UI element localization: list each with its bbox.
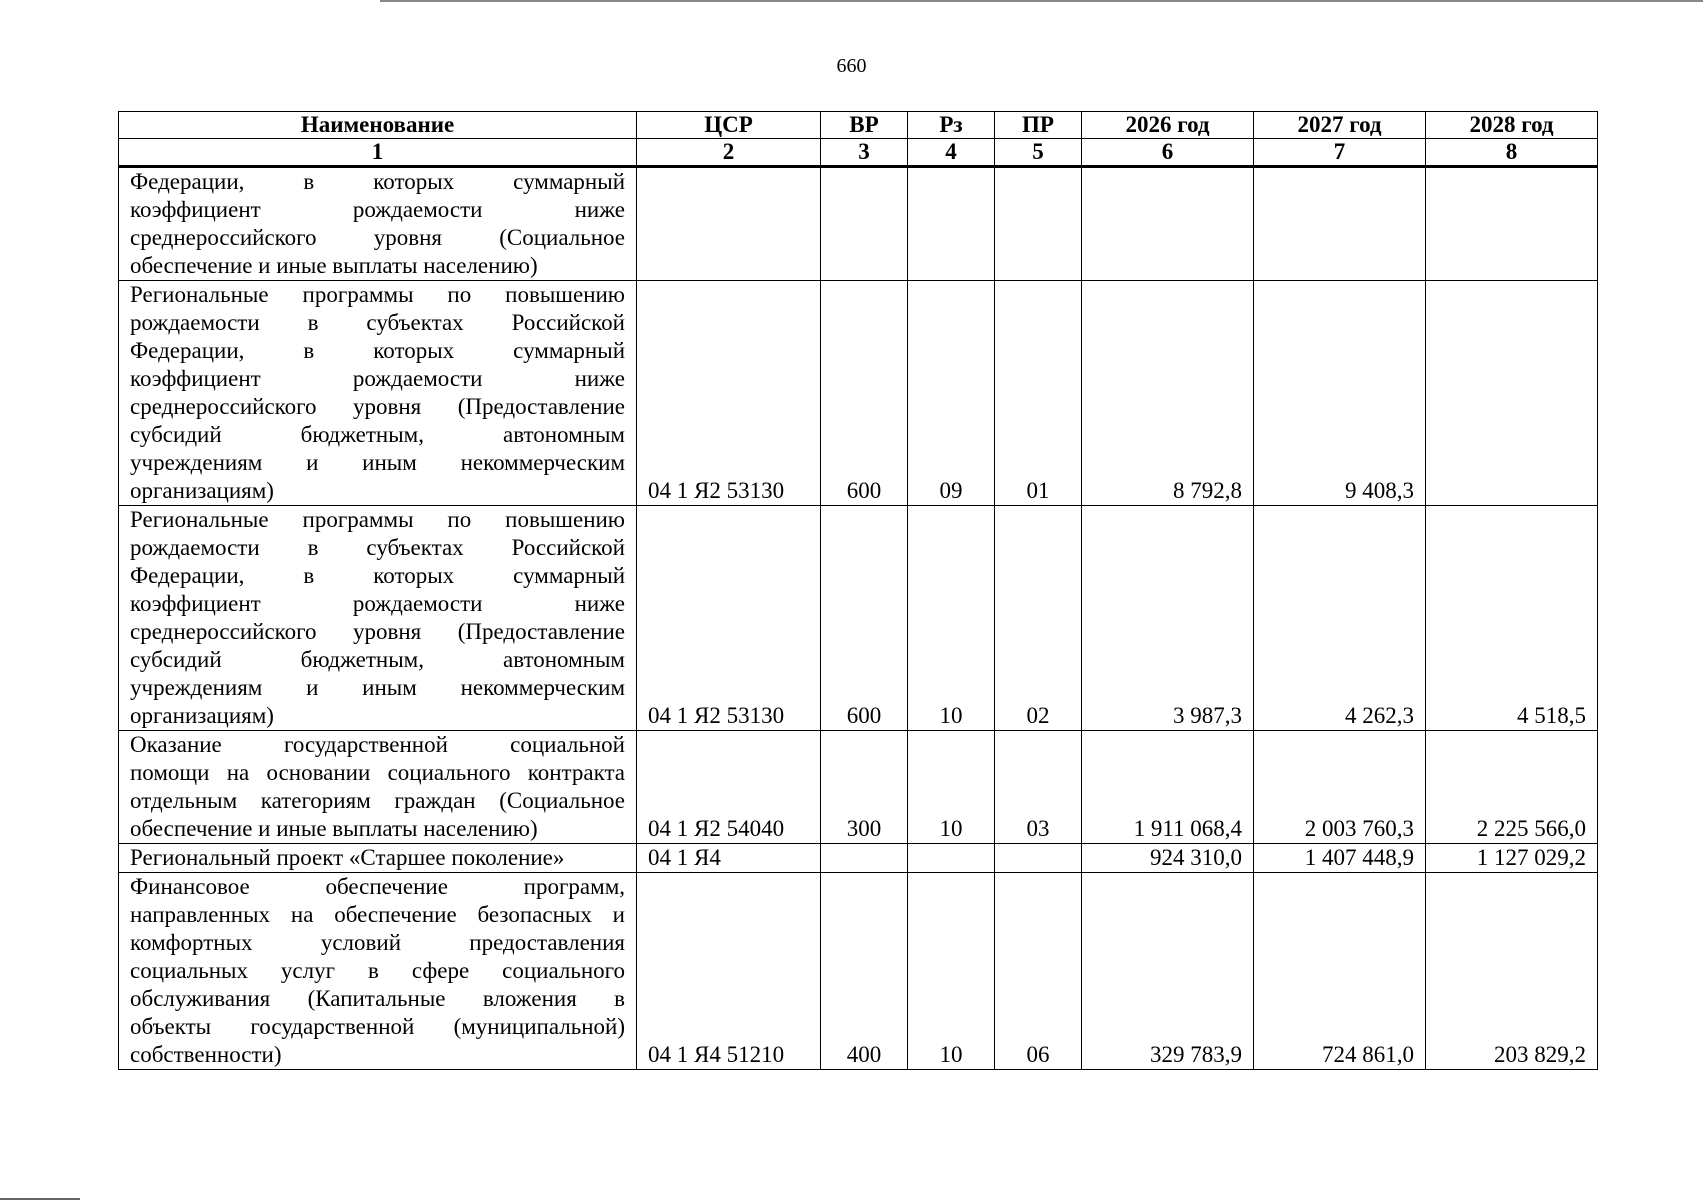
name-line: Региональные программы по повышению — [130, 282, 625, 307]
name-line: среднероссийского уровня (Предоставление — [130, 619, 625, 644]
table-body — [119, 167, 1598, 1070]
amount-2027-cell — [1254, 167, 1426, 281]
name-line: рождаемости в субъектах Российской — [130, 310, 625, 335]
name-line: Региональный проект «Старшее поколение» — [130, 845, 565, 870]
vr-cell: 600 — [821, 281, 908, 506]
name-line: помощи на основании социального контракта — [130, 760, 625, 785]
amount-2027-cell: 4 262,3 — [1254, 506, 1426, 731]
vr-cell — [821, 167, 908, 281]
budget-table — [118, 111, 1598, 1070]
csr-cell — [637, 167, 821, 281]
name-line: Региональные программы по повышению — [130, 507, 625, 532]
name-line: учреждениям и иным некоммерческим — [130, 675, 625, 700]
csr-cell: 04 1 Я2 53130 — [637, 506, 821, 731]
rz-cell: 09 — [908, 281, 995, 506]
rz-cell — [908, 844, 995, 873]
name-cell — [119, 506, 637, 731]
name-line: коэффициент рождаемости ниже — [130, 591, 625, 616]
pr-cell: 03 — [995, 731, 1082, 844]
table-row — [119, 281, 1598, 506]
name-cell — [119, 731, 637, 844]
name-line: среднероссийского уровня (Социальное — [130, 225, 625, 250]
name-line: объекты государственной (муниципальной) — [130, 1014, 625, 1039]
name-line: субсидий бюджетным, автономным — [130, 422, 625, 447]
rz-cell: 10 — [908, 731, 995, 844]
column-number: 8 — [1426, 139, 1598, 167]
name-line: учреждениям и иным некоммерческим — [130, 450, 625, 475]
name-line: обеспечение и иные выплаты населению) — [130, 816, 538, 841]
header-2028: 2028 год — [1426, 112, 1598, 139]
page-number: 660 — [836, 55, 867, 77]
amount-2028-cell: 1 127 029,2 — [1426, 844, 1598, 873]
csr-cell: 04 1 Я4 — [637, 844, 821, 873]
name-line: субсидий бюджетным, автономным — [130, 647, 625, 672]
column-number: 6 — [1082, 139, 1254, 167]
name-line: отдельным категориям граждан (Социальное — [130, 788, 625, 813]
amount-2027-cell: 9 408,3 — [1254, 281, 1426, 506]
csr-cell: 04 1 Я2 53130 — [637, 281, 821, 506]
name-line: Федерации, в которых суммарный — [130, 169, 625, 194]
scan-edge-line — [380, 0, 1703, 2]
vr-cell — [821, 844, 908, 873]
header-2027: 2027 год — [1254, 112, 1426, 139]
column-number: 7 — [1254, 139, 1426, 167]
name-line: комфортных условий предоставления — [130, 930, 625, 955]
name-line: коэффициент рождаемости ниже — [130, 366, 625, 391]
name-line: рождаемости в субъектах Российской — [130, 535, 625, 560]
name-line: обслуживания (Капитальные вложения в — [130, 986, 625, 1011]
column-number: 5 — [995, 139, 1082, 167]
pr-cell: 02 — [995, 506, 1082, 731]
amount-2026-cell: 1 911 068,4 — [1082, 731, 1254, 844]
pr-cell: 01 — [995, 281, 1082, 506]
name-line: Финансовое обеспечение программ, — [130, 874, 625, 899]
pr-cell — [995, 167, 1082, 281]
name-cell — [119, 167, 637, 281]
amount-2028-cell: 203 829,2 — [1426, 873, 1598, 1070]
name-line: Федерации, в которых суммарный — [130, 338, 625, 363]
header-vr: ВР — [821, 112, 908, 139]
table-row — [119, 844, 1598, 873]
table-row — [119, 167, 1598, 281]
column-number: 3 — [821, 139, 908, 167]
pr-cell — [995, 844, 1082, 873]
rz-cell: 10 — [908, 506, 995, 731]
csr-cell: 04 1 Я4 51210 — [637, 873, 821, 1070]
vr-cell: 300 — [821, 731, 908, 844]
name-line: социальных услуг в сфере социального — [130, 958, 625, 983]
amount-2027-cell: 2 003 760,3 — [1254, 731, 1426, 844]
header-csr: ЦСР — [637, 112, 821, 139]
amount-2028-cell: 2 225 566,0 — [1426, 731, 1598, 844]
amount-2026-cell: 8 792,8 — [1082, 281, 1254, 506]
amount-2026-cell: 329 783,9 — [1082, 873, 1254, 1070]
name-line: организациям) — [130, 478, 274, 503]
name-line: собственности) — [130, 1042, 282, 1067]
amount-2028-cell: 4 518,5 — [1426, 506, 1598, 731]
header-rz: Рз — [908, 112, 995, 139]
name-line: Оказание государственной социальной — [130, 732, 625, 757]
header-name: Наименование — [119, 112, 637, 139]
header-row — [119, 112, 1598, 139]
csr-cell: 04 1 Я2 54040 — [637, 731, 821, 844]
table-row — [119, 873, 1598, 1070]
amount-2027-cell: 1 407 448,9 — [1254, 844, 1426, 873]
amount-2026-cell: 3 987,3 — [1082, 506, 1254, 731]
header-2026: 2026 год — [1082, 112, 1254, 139]
name-cell — [119, 844, 637, 873]
amount-2027-cell: 724 861,0 — [1254, 873, 1426, 1070]
column-number: 2 — [637, 139, 821, 167]
header-pr: ПР — [995, 112, 1082, 139]
amount-2028-cell — [1426, 167, 1598, 281]
table-row — [119, 731, 1598, 844]
vr-cell: 600 — [821, 506, 908, 731]
column-number: 1 — [119, 139, 637, 167]
rz-cell: 10 — [908, 873, 995, 1070]
table-row — [119, 506, 1598, 731]
name-line: организациям) — [130, 703, 274, 728]
column-number: 4 — [908, 139, 995, 167]
amount-2026-cell — [1082, 167, 1254, 281]
rz-cell — [908, 167, 995, 281]
name-line: направленных на обеспечение безопасных и — [130, 902, 625, 927]
vr-cell: 400 — [821, 873, 908, 1070]
name-cell — [119, 281, 637, 506]
name-line: обеспечение и иные выплаты населению) — [130, 253, 538, 278]
name-line: коэффициент рождаемости ниже — [130, 197, 625, 222]
pr-cell: 06 — [995, 873, 1082, 1070]
amount-2026-cell: 924 310,0 — [1082, 844, 1254, 873]
column-number-row — [119, 139, 1598, 167]
name-line: Федерации, в которых суммарный — [130, 563, 625, 588]
name-line: среднероссийского уровня (Предоставление — [130, 394, 625, 419]
amount-2028-cell — [1426, 281, 1598, 506]
name-cell — [119, 873, 637, 1070]
